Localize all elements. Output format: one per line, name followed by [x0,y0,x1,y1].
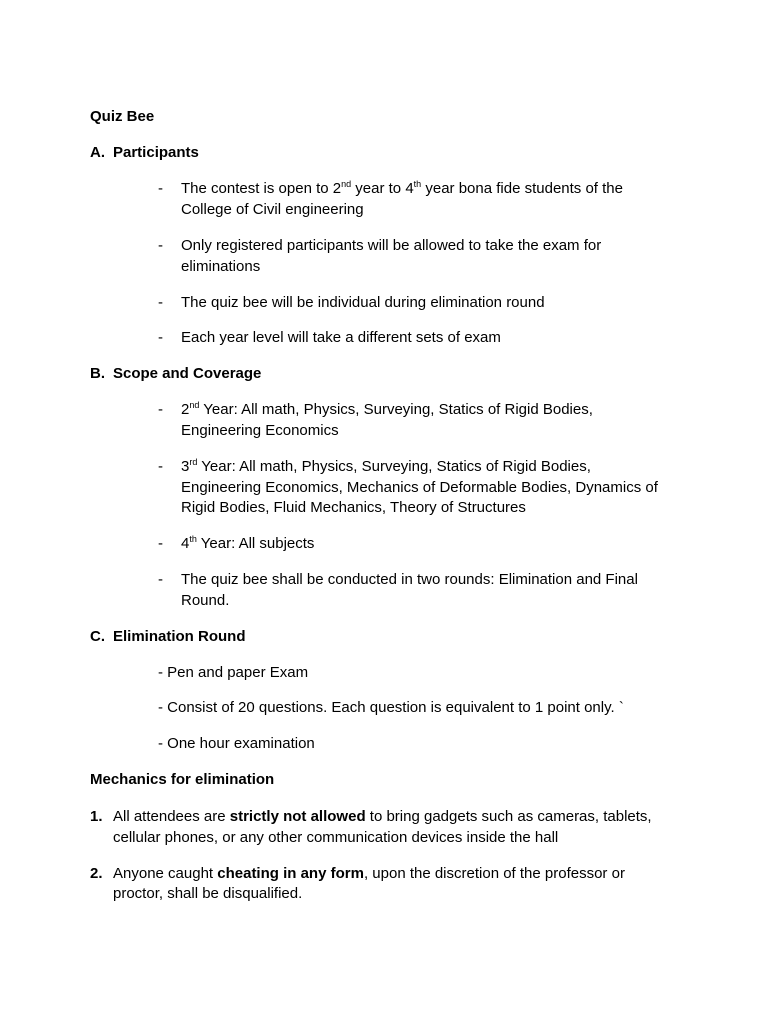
bullet-dash: - [158,535,163,552]
bullet-dash: - [158,180,163,197]
list-item: The quiz bee shall be conducted in two rounds: Elimination and Final [181,571,638,588]
list-item-continued: cellular phones, or any other communication devices inside the hall [113,829,559,846]
list-item: All attendees are strictly not allowed to bring gadgets such as cameras, tablets, [113,808,652,825]
section-letter: B. [90,365,105,382]
list-number: 1. [90,808,103,825]
list-item: 4th Year: All subjects [181,534,315,552]
list-item-continued: Engineering Economics [181,422,339,439]
list-item: - Pen and paper Exam [158,664,309,681]
list-item: Anyone caught cheating in any form, upon the discretion of the professor or [113,865,625,882]
bullet-dash: - [158,571,163,588]
list-item-continued: Rigid Bodies, Fluid Mechanics, Theory of Structures [181,499,526,516]
list-item: Only registered participants will be allowed to take the exam for [181,237,602,254]
list-item: The contest is open to 2nd year to 4th year bona fide students of the [181,179,623,197]
list-item: 2nd Year: All math, Physics, Surveying, Statics of Rigid Bodies, [181,400,593,418]
section-heading: Mechanics for elimination [90,771,275,788]
section-heading: Participants [113,144,199,161]
list-item: - Consist of 20 questions. Each question is equivalent to 1 point only. ` [158,699,624,716]
list-item-continued: College of Civil engineering [181,201,364,218]
bullet-dash: - [158,237,163,254]
list-item: - One hour examination [158,735,315,752]
section-heading: Scope and Coverage [113,365,262,382]
bullet-dash: - [158,401,163,418]
list-item-continued: eliminations [181,258,261,275]
section-letter: A. [90,144,105,161]
section-heading: Elimination Round [113,628,246,645]
list-item-continued: Engineering Economics, Mechanics of Deformable Bodies, Dynamics of [181,479,658,496]
document-title: Quiz Bee [90,108,155,125]
list-number: 2. [90,865,103,882]
list-item-continued: proctor, shall be disqualified. [113,885,303,902]
list-item-continued: Round. [181,592,230,609]
section-letter: C. [90,628,105,645]
list-item: The quiz bee will be individual during elimination round [181,294,545,311]
bullet-dash: - [158,329,163,346]
list-item: Each year level will take a different sets of exam [181,329,501,346]
bullet-dash: - [158,294,163,311]
bullet-dash: - [158,458,163,475]
list-item: 3rd Year: All math, Physics, Surveying, Statics of Rigid Bodies, [181,457,591,475]
